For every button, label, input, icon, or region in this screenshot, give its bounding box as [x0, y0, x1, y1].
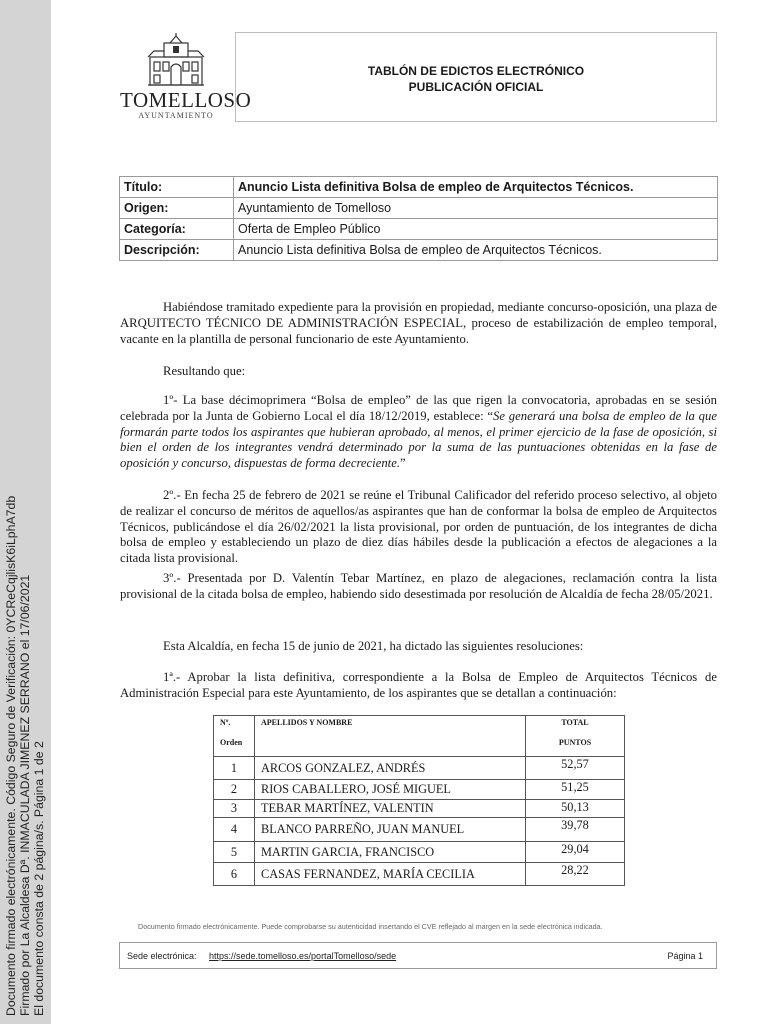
row-name: RIOS CABALLERO, JOSÉ MIGUEL [255, 780, 526, 800]
paragraph-resolution-1: 1ª.- Aprobar la lista definitiva, correspondiente a la Bolsa de Empleo de Arquitectos Técnicos de Administración Especial para este Ayuntamiento, de los aspirantes que se detallan a continuación: [120, 670, 717, 700]
row-order: 4 [214, 818, 255, 842]
table-row [214, 800, 625, 818]
meta-row-description [120, 240, 718, 261]
header-orden [214, 716, 255, 757]
header-total-label: TOTAL [561, 718, 589, 727]
meta-label: Título: [120, 177, 234, 198]
header-no-label: Nº. [220, 718, 231, 727]
table-header-row [214, 716, 625, 757]
table-row [214, 757, 625, 780]
point-1-close: ” [400, 456, 406, 471]
signature-side-text [0, 0, 51, 1024]
row-points: 28,22 [526, 863, 625, 886]
verification-note: Documento firmado electrónicamente. Puede comprobarse su autenticidad insertando el CVE reflejado al margen en la sede electrónica indicada. [138, 922, 603, 931]
row-order: 1 [214, 757, 255, 780]
meta-value: Anuncio Lista definitiva Bolsa de empleo de Arquitectos Técnicos. [234, 177, 718, 198]
row-points: 52,57 [526, 757, 625, 780]
paragraph-resolution: Esta Alcaldía, en fecha 15 de junio de 2021, ha dictado las siguientes resoluciones: [163, 639, 584, 653]
paragraph-resultando: Resultando que: [163, 364, 246, 378]
header-puntos-label: PUNTOS [558, 738, 592, 747]
meta-row-origin [120, 198, 718, 219]
meta-label: Categoría: [120, 219, 234, 240]
meta-label: Descripción: [120, 240, 234, 261]
meta-row-category [120, 219, 718, 240]
header-title: TABLÓN DE EDICTOS ELECTRÓNICO [367, 64, 585, 78]
header-orden-label: Orden [220, 738, 243, 747]
logo-name: TOMELLOSO [120, 88, 252, 112]
point-1-quote: Se generará una bolsa de empleo de la que formarán parte todos los aspirantes que hubieran aprobado, al menos, el primer ejercicio de la fase de oposición, si bien el orden de los integrantes vendrá determinado por la suma de las puntuaciones obtenidas en la fase de oposición y concurso, dispuestas de forma decreciente. [120, 408, 717, 471]
logo-subtitle: AYUNTAMIENTO [138, 111, 214, 120]
candidates-table [213, 715, 625, 886]
table-row [214, 863, 625, 886]
paragraph-point-1 [120, 393, 717, 472]
paragraph-point-2: 2º.- En fecha 25 de febrero de 2021 se reúne el Tribunal Calificador del referido proceso selectivo, al objeto de realizar el concurso de méritos de aquellos/as aspirantes que han de conformar la bolsa de empleo de Arquitectos Técnicos, publicándose el día 26/02/2021 la lista provisional, por orden de puntuación, de los integrantes de dicha bolsa de empleo y estableciendo un plazo de diez días hábiles desde la publicación a efectos de alegaciones a la citada lista provisional. [120, 488, 717, 566]
announcement-meta-table [119, 176, 718, 261]
tomelloso-logo [120, 33, 252, 123]
row-order: 2 [214, 780, 255, 800]
row-order: 6 [214, 863, 255, 886]
footer-sede-link[interactable]: https://sede.tomelloso.es/portalTomelloso/sede [209, 951, 397, 961]
header-box [235, 32, 717, 122]
footer-sede-label: Sede electrónica: [127, 951, 197, 961]
row-name: BLANCO PARREÑO, JUAN MANUEL [255, 818, 526, 842]
row-points: 50,13 [526, 800, 625, 818]
footer-page-number: Página 1 [667, 951, 703, 961]
meta-value: Ayuntamiento de Tomelloso [234, 198, 718, 219]
row-order: 5 [214, 842, 255, 863]
meta-row-title [120, 177, 718, 198]
paragraph-intro: Habiéndose tramitado expediente para la provisión en propiedad, mediante concurso-oposición, una plaza de ARQUITECTO TÉCNICO DE ADMINISTRACIÓN ESPECIAL, proceso de estabilización de empleo temporal, vacante en la plantilla de personal funcionario de este Ayuntamiento. [120, 300, 717, 346]
row-points: 39,78 [526, 818, 625, 842]
row-name: ARCOS GONZALEZ, ANDRÉS [255, 757, 526, 780]
row-order: 3 [214, 800, 255, 818]
side-note-line3: El documento consta de 2 página/s. Página 1 de 2 [32, 741, 46, 1016]
page-footer [119, 942, 717, 969]
table-row [214, 818, 625, 842]
row-name: MARTIN GARCIA, FRANCISCO [255, 842, 526, 863]
row-name: TEBAR MARTÍNEZ, VALENTIN [255, 800, 526, 818]
meta-value: Anuncio Lista definitiva Bolsa de empleo de Arquitectos Técnicos. [234, 240, 718, 261]
side-note-line1: Documento firmado electrónicamente. Código Seguro de Verificación: 0YCReCqjlisK6iLphA7db [4, 495, 18, 1016]
town-hall-emblem-icon [144, 33, 208, 87]
row-name: CASAS FERNANDEZ, MARÍA CECILIA [255, 863, 526, 886]
meta-label: Origen: [120, 198, 234, 219]
side-note-line2: Firmado por La Alcaldesa Dª. INMACULADA JIMENEZ SERRANO el 17/06/2021 [18, 574, 32, 1016]
paragraph-point-3: 3º.- Presentada por D. Valentín Tebar Martínez, en plazo de alegaciones, reclamación contra la lista provisional de la citada bolsa de empleo, habiendo sido desestimada por resolución de Alcaldía de fecha 28/05/2021. [120, 571, 717, 601]
header-subtitle: PUBLICACIÓN OFICIAL [408, 80, 544, 94]
row-points: 29,04 [526, 842, 625, 863]
table-row [214, 780, 625, 800]
meta-value: Oferta de Empleo Público [234, 219, 718, 240]
row-points: 51,25 [526, 780, 625, 800]
header-total [526, 716, 625, 757]
point-1-text: 1º- La base décimoprimera “Bolsa de empleo” de las que rigen la convocatoria, aprobadas en se sesión celebrada por la Junta de Gobierno Local el día 18/12/2019, establece: “ [120, 393, 717, 423]
header-name: APELLIDOS Y NOMBRE [255, 716, 526, 757]
table-row [214, 842, 625, 863]
